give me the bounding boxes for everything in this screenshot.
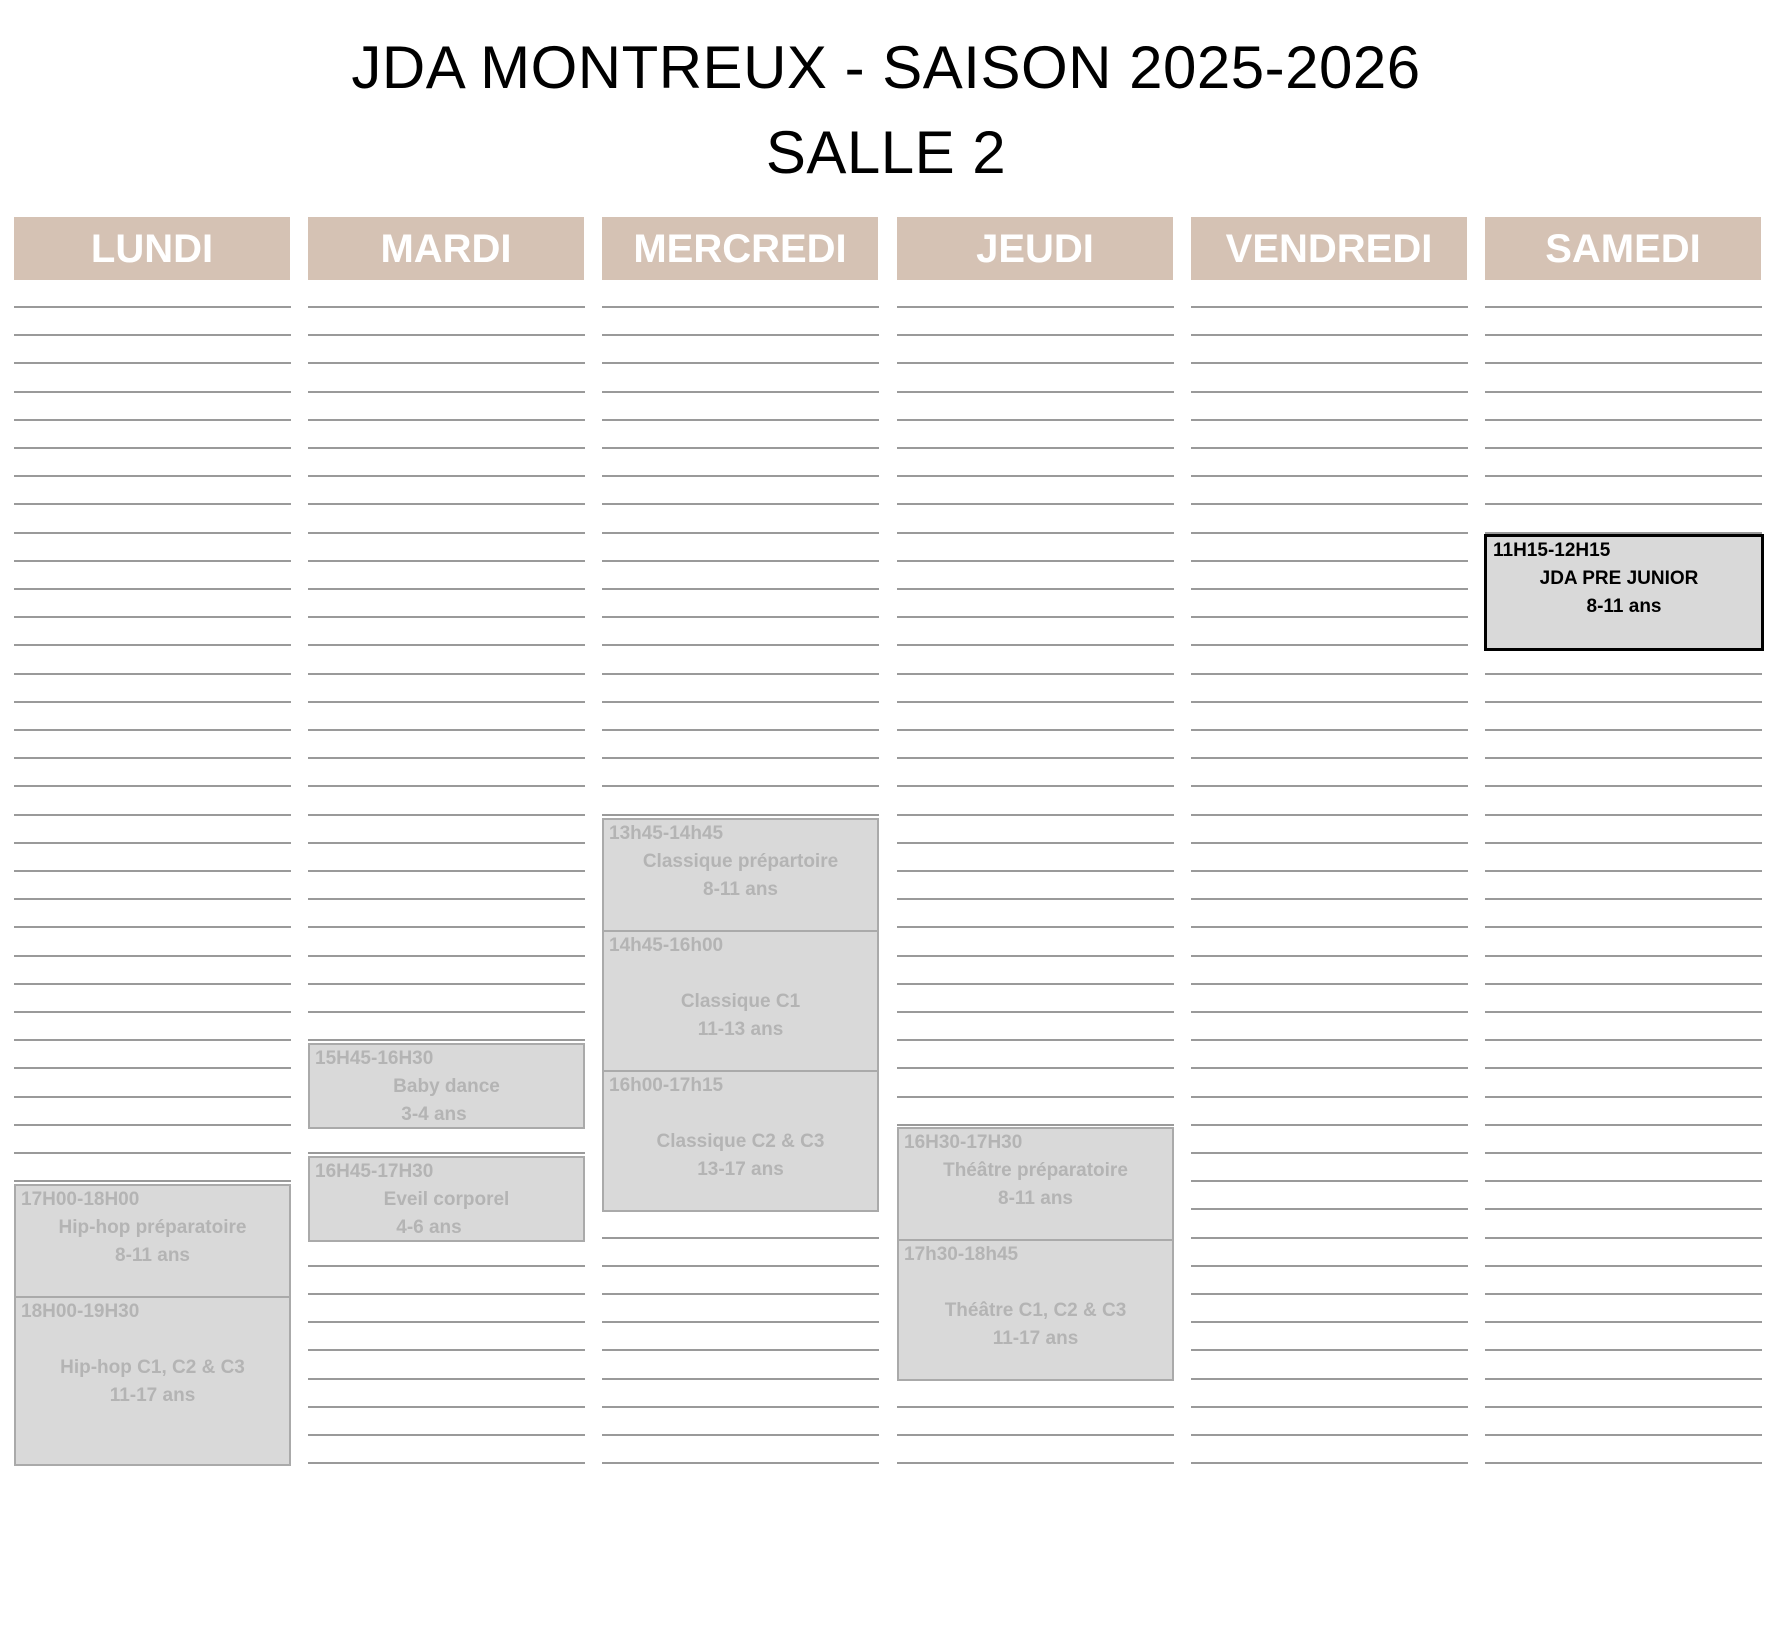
grid-line (308, 1349, 585, 1351)
grid-line (897, 560, 1174, 562)
grid-line (1191, 560, 1468, 562)
grid-line (602, 616, 879, 618)
grid-line (1485, 503, 1762, 505)
grid-line (1191, 1406, 1468, 1408)
grid-line (1485, 1011, 1762, 1013)
grid-line (1191, 785, 1468, 787)
grid-line (308, 503, 585, 505)
grid-line (308, 588, 585, 590)
session-block[interactable] (897, 1239, 1174, 1381)
grid-line (897, 1039, 1174, 1041)
grid-line (1191, 1152, 1468, 1154)
grid-line (14, 447, 291, 449)
grid-line (1191, 1180, 1468, 1182)
grid-line (1485, 1462, 1762, 1464)
grid-line (602, 757, 879, 759)
grid-line (14, 898, 291, 900)
grid-line (1485, 475, 1762, 477)
grid-line (1191, 447, 1468, 449)
grid-line (1191, 503, 1468, 505)
grid-line (308, 955, 585, 957)
grid-line (897, 926, 1174, 928)
grid-line (1485, 1293, 1762, 1295)
grid-line (897, 785, 1174, 787)
grid-line (14, 616, 291, 618)
day-header-samedi: SAMEDI (1485, 217, 1761, 280)
grid-line (14, 955, 291, 957)
grid-line (602, 419, 879, 421)
grid-line (14, 588, 291, 590)
grid-line (1191, 1237, 1468, 1239)
session-time: 14h45-16h00 (609, 935, 724, 956)
grid-line (602, 785, 879, 787)
grid-line (897, 1011, 1174, 1013)
session-age: 11-13 ans (697, 1019, 784, 1040)
session-name: Baby dance (393, 1076, 500, 1097)
grid-line (1485, 701, 1762, 703)
grid-line (897, 447, 1174, 449)
session-time: 11H15-12H15 (1493, 540, 1611, 561)
grid-line (897, 757, 1174, 759)
grid-line (897, 701, 1174, 703)
grid-line (1191, 1349, 1468, 1351)
grid-line (308, 729, 585, 731)
grid-line (308, 362, 585, 364)
session-time: 16H45-17H30 (315, 1161, 434, 1182)
grid-line (897, 814, 1174, 816)
session-age: 4-6 ans (396, 1217, 462, 1238)
day-header-jeudi: JEUDI (897, 217, 1173, 280)
grid-line (1485, 870, 1762, 872)
grid-line (1191, 644, 1468, 646)
grid-line (897, 588, 1174, 590)
grid-line (897, 898, 1174, 900)
session-age: 8-11 ans (998, 1188, 1073, 1209)
grid-line (1191, 532, 1468, 534)
grid-line (1485, 1096, 1762, 1098)
session-age: 8-11 ans (1586, 596, 1662, 617)
grid-line (1485, 814, 1762, 816)
grid-line (1191, 1265, 1468, 1267)
grid-line (1191, 1124, 1468, 1126)
grid-line (1191, 898, 1468, 900)
grid-line (308, 1406, 585, 1408)
grid-line (308, 926, 585, 928)
grid-line (14, 1152, 291, 1154)
grid-line (602, 362, 879, 364)
grid-line (14, 560, 291, 562)
grid-line (1485, 1208, 1762, 1210)
session-time: 18H00-19H30 (21, 1301, 140, 1322)
grid-line (308, 983, 585, 985)
grid-line (1191, 334, 1468, 336)
grid-line (308, 1293, 585, 1295)
grid-line (1191, 1321, 1468, 1323)
grid-line (1485, 729, 1762, 731)
grid-line (1191, 757, 1468, 759)
grid-line (1191, 955, 1468, 957)
grid-line (1485, 1265, 1762, 1267)
grid-line (1191, 1011, 1468, 1013)
session-block[interactable] (602, 1070, 879, 1212)
grid-line (602, 475, 879, 477)
grid-line (897, 419, 1174, 421)
grid-line (14, 983, 291, 985)
grid-line (897, 842, 1174, 844)
grid-line (14, 503, 291, 505)
grid-line (1191, 926, 1468, 928)
grid-line (14, 842, 291, 844)
session-name: Classique C2 & C3 (656, 1131, 825, 1152)
grid-line (602, 503, 879, 505)
grid-line (14, 1011, 291, 1013)
grid-line (1191, 1208, 1468, 1210)
grid-line (602, 644, 879, 646)
grid-line (1485, 306, 1762, 308)
grid-line (1191, 1067, 1468, 1069)
grid-line (1485, 1321, 1762, 1323)
grid-line (308, 1434, 585, 1436)
grid-line (308, 334, 585, 336)
session-time: 13h45-14h45 (609, 823, 724, 844)
grid-line (308, 1462, 585, 1464)
grid-line (1485, 1378, 1762, 1380)
grid-line (602, 532, 879, 534)
grid-line (1485, 447, 1762, 449)
grid-line (1485, 1237, 1762, 1239)
session-time: 17h30-18h45 (904, 1244, 1019, 1265)
grid-line (1191, 729, 1468, 731)
grid-line (308, 1265, 585, 1267)
grid-line (602, 1378, 879, 1380)
session-name: JDA PRE JUNIOR (1539, 568, 1699, 589)
session-block[interactable] (602, 818, 879, 932)
grid-line (1485, 419, 1762, 421)
grid-line (602, 334, 879, 336)
grid-line (602, 701, 879, 703)
session-age: 8-11 ans (115, 1245, 190, 1266)
grid-line (1191, 673, 1468, 675)
session-name: Hip-hop C1, C2 & C3 (60, 1357, 245, 1378)
session-age: 13-17 ans (697, 1159, 784, 1180)
grid-line (14, 419, 291, 421)
grid-line (1485, 1349, 1762, 1351)
grid-line (308, 1011, 585, 1013)
session-age: 11-17 ans (992, 1328, 1079, 1349)
grid-line (1191, 1434, 1468, 1436)
grid-line (1191, 1039, 1468, 1041)
grid-line (14, 701, 291, 703)
grid-line (1191, 842, 1468, 844)
grid-line (308, 644, 585, 646)
grid-line (602, 1434, 879, 1436)
day-header-mardi: MARDI (308, 217, 584, 280)
session-block[interactable] (308, 1156, 585, 1242)
grid-line (14, 673, 291, 675)
grid-line (308, 475, 585, 477)
grid-line (602, 729, 879, 731)
session-name: Eveil corporel (383, 1189, 510, 1210)
grid-line (1191, 1378, 1468, 1380)
day-header-lundi: LUNDI (14, 217, 290, 280)
grid-line (1485, 1406, 1762, 1408)
grid-line (308, 532, 585, 534)
grid-line (602, 1293, 879, 1295)
grid-line (308, 391, 585, 393)
session-name: Théâtre préparatoire (943, 1160, 1128, 1181)
session-age: 8-11 ans (703, 879, 778, 900)
grid-line (897, 1124, 1174, 1126)
session-name: Classique prépartoire (642, 851, 839, 872)
grid-line (14, 870, 291, 872)
grid-line (1485, 1124, 1762, 1126)
session-block[interactable] (308, 1043, 585, 1129)
session-block[interactable] (14, 1184, 291, 1298)
room-subtitle: SALLE 2 (765, 119, 1007, 186)
grid-line (897, 1067, 1174, 1069)
session-time: 16h00-17h15 (609, 1075, 724, 1096)
grid-line (1191, 814, 1468, 816)
grid-line (14, 532, 291, 534)
grid-line (602, 447, 879, 449)
page-title: JDA MONTREUX - SAISON 2025-2026 (351, 34, 1421, 101)
grid-line (1485, 673, 1762, 675)
grid-line (14, 1124, 291, 1126)
session-name: Classique C1 (680, 991, 801, 1012)
grid-line (14, 306, 291, 308)
grid-line (1191, 1096, 1468, 1098)
grid-line (897, 673, 1174, 675)
session-block[interactable] (14, 1296, 291, 1466)
grid-line (897, 1434, 1174, 1436)
grid-line (897, 729, 1174, 731)
grid-line (1485, 1434, 1762, 1436)
grid-line (1485, 926, 1762, 928)
grid-line (308, 447, 585, 449)
grid-line (14, 785, 291, 787)
grid-line (1191, 306, 1468, 308)
grid-line (14, 1180, 291, 1182)
grid-line (897, 955, 1174, 957)
grid-line (1485, 1039, 1762, 1041)
grid-line (602, 1462, 879, 1464)
grid-line (897, 616, 1174, 618)
grid-line (1191, 419, 1468, 421)
grid-line (14, 1039, 291, 1041)
grid-line (308, 870, 585, 872)
session-time: 15H45-16H30 (315, 1048, 434, 1069)
grid-line (1485, 1180, 1762, 1182)
grid-line (308, 701, 585, 703)
session-time: 17H00-18H00 (21, 1189, 140, 1210)
grid-line (1191, 870, 1468, 872)
grid-line (602, 391, 879, 393)
grid-line (1485, 391, 1762, 393)
grid-line (308, 785, 585, 787)
grid-line (602, 1349, 879, 1351)
grid-line (1191, 1462, 1468, 1464)
grid-line (602, 1321, 879, 1323)
grid-line (897, 1462, 1174, 1464)
grid-line (897, 475, 1174, 477)
grid-line (308, 306, 585, 308)
grid-line (14, 926, 291, 928)
session-time: 16H30-17H30 (904, 1132, 1023, 1153)
grid-line (1191, 362, 1468, 364)
grid-line (897, 532, 1174, 534)
day-header-mercredi: MERCREDI (602, 217, 878, 280)
grid-line (897, 644, 1174, 646)
grid-line (1191, 588, 1468, 590)
grid-line (602, 306, 879, 308)
grid-line (897, 503, 1174, 505)
grid-line (308, 1321, 585, 1323)
grid-line (14, 729, 291, 731)
session-block-active[interactable] (1484, 534, 1764, 651)
grid-line (308, 673, 585, 675)
grid-line (1485, 983, 1762, 985)
grid-line (308, 419, 585, 421)
grid-line (1191, 1293, 1468, 1295)
grid-line (14, 1096, 291, 1098)
grid-line (14, 391, 291, 393)
grid-line (1485, 955, 1762, 957)
grid-line (602, 1237, 879, 1239)
session-name: Hip-hop préparatoire (58, 1217, 247, 1238)
grid-line (602, 560, 879, 562)
grid-line (897, 391, 1174, 393)
grid-line (1191, 616, 1468, 618)
session-block[interactable] (897, 1127, 1174, 1241)
grid-line (308, 757, 585, 759)
grid-line (1485, 842, 1762, 844)
grid-line (1485, 785, 1762, 787)
grid-line (14, 334, 291, 336)
grid-line (1485, 1152, 1762, 1154)
grid-line (897, 362, 1174, 364)
grid-line (308, 1039, 585, 1041)
grid-line (1191, 391, 1468, 393)
grid-line (602, 588, 879, 590)
grid-line (308, 1152, 585, 1154)
grid-line (308, 1378, 585, 1380)
grid-line (1485, 1067, 1762, 1069)
day-header-vendredi: VENDREDI (1191, 217, 1467, 280)
grid-line (1485, 334, 1762, 336)
grid-line (1485, 898, 1762, 900)
grid-line (602, 1265, 879, 1267)
session-age: 11-17 ans (109, 1385, 196, 1406)
grid-line (308, 814, 585, 816)
grid-line (14, 475, 291, 477)
grid-line (308, 616, 585, 618)
grid-line (602, 814, 879, 816)
grid-line (1485, 757, 1762, 759)
grid-line (308, 560, 585, 562)
grid-line (14, 814, 291, 816)
grid-line (897, 1406, 1174, 1408)
grid-line (1191, 701, 1468, 703)
grid-line (897, 983, 1174, 985)
grid-line (1191, 475, 1468, 477)
session-block[interactable] (602, 930, 879, 1072)
session-name: Théâtre C1, C2 & C3 (944, 1300, 1127, 1321)
grid-line (602, 1406, 879, 1408)
grid-line (14, 362, 291, 364)
grid-line (14, 757, 291, 759)
grid-line (14, 644, 291, 646)
grid-line (897, 1096, 1174, 1098)
grid-line (897, 870, 1174, 872)
grid-line (14, 1067, 291, 1069)
session-age: 3-4 ans (401, 1104, 467, 1125)
grid-line (602, 673, 879, 675)
grid-line (897, 306, 1174, 308)
grid-line (308, 898, 585, 900)
grid-line (308, 842, 585, 844)
grid-line (897, 334, 1174, 336)
grid-line (1191, 983, 1468, 985)
grid-line (1485, 362, 1762, 364)
